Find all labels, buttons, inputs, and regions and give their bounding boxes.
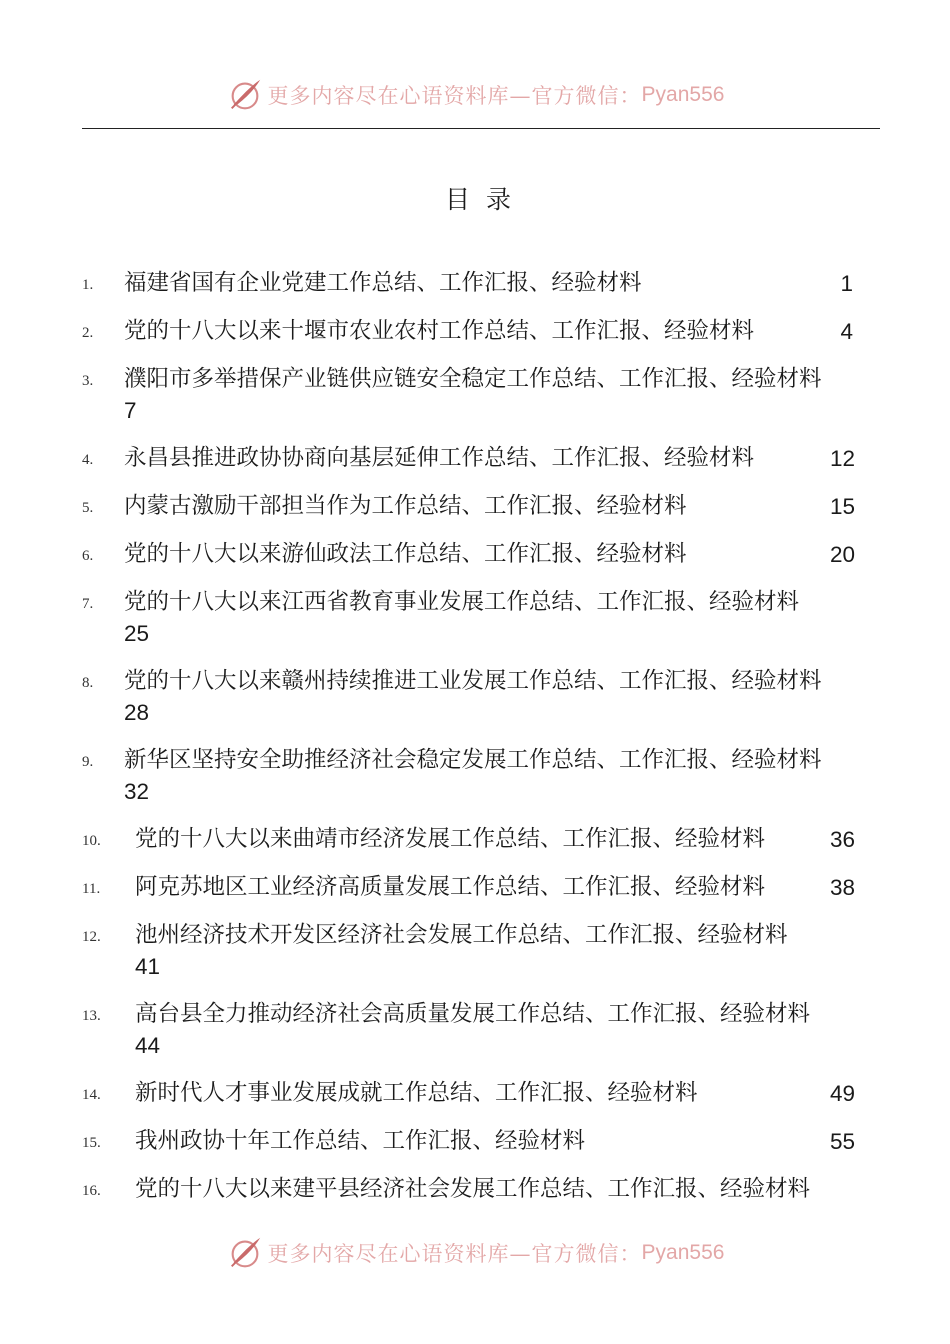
- toc-entry-title: 党的十八大以来建平县经济社会发展工作总结、工作汇报、经验材料: [135, 1176, 811, 1202]
- table-of-contents: [0, 268, 950, 1222]
- toc-entry-page-number: 4: [840, 319, 853, 344]
- toc-entry-page-number: 36: [829, 827, 855, 852]
- toc-entry-title: 福建省国有企业党建工作总结、工作汇报、经验材料: [124, 270, 642, 296]
- toc-entry-number: 1.: [82, 277, 94, 293]
- toc-entry[interactable]: [0, 316, 950, 347]
- toc-entry-title: 永昌县推进政协协商向基层延伸工作总结、工作汇报、经验材料: [124, 445, 755, 471]
- toc-entry-page-number: 25: [124, 621, 150, 646]
- toc-entry-number: 13.: [82, 1008, 101, 1024]
- toc-entry-number: 5.: [82, 500, 94, 516]
- toc-entry-page-number: 55: [829, 1129, 855, 1154]
- toc-entry-page-number: 32: [124, 779, 150, 804]
- toc-entry[interactable]: [0, 920, 950, 982]
- toc-entry-page-number: 49: [829, 1081, 855, 1106]
- watermark-wechat-id: Pyan556: [641, 83, 725, 106]
- toc-entry[interactable]: [0, 364, 950, 426]
- watermark-wechat-id: Pyan556: [641, 1241, 725, 1264]
- toc-entry-number: 7.: [82, 596, 94, 612]
- header-divider: [82, 128, 880, 129]
- toc-entry-page-number: 28: [124, 700, 150, 725]
- toc-entry-title: 党的十八大以来十堰市农业农村工作总结、工作汇报、经验材料: [124, 318, 755, 344]
- page-title: 目 录: [445, 185, 515, 214]
- toc-entry-number: 12.: [82, 929, 101, 945]
- toc-entry-title: 我州政协十年工作总结、工作汇报、经验材料: [135, 1128, 586, 1154]
- watermark-text: 更多内容尽在心语资料库—官方微信：: [267, 1242, 642, 1266]
- toc-entry-page-number: 15: [829, 494, 855, 519]
- toc-entry-number: 11.: [82, 881, 101, 897]
- toc-entry-title: 阿克苏地区工业经济高质量发展工作总结、工作汇报、经验材料: [135, 874, 766, 900]
- toc-entry-title: 池州经济技术开发区经济社会发展工作总结、工作汇报、经验材料: [135, 922, 788, 948]
- toc-entry-title: 新华区坚持安全助推经济社会稳定发展工作总结、工作汇报、经验材料: [124, 747, 822, 773]
- toc-entry-title: 党的十八大以来江西省教育事业发展工作总结、工作汇报、经验材料: [124, 589, 800, 615]
- toc-entry[interactable]: [0, 268, 950, 299]
- toc-entry-title: 新时代人才事业发展成就工作总结、工作汇报、经验材料: [135, 1080, 698, 1106]
- toc-entry-number: 4.: [82, 452, 94, 468]
- toc-entry[interactable]: [0, 872, 950, 903]
- toc-entry-page-number: 12: [829, 446, 855, 471]
- toc-entry[interactable]: [0, 666, 950, 728]
- toc-entry[interactable]: [0, 539, 950, 570]
- toc-entry-number: 3.: [82, 373, 94, 389]
- toc-entry[interactable]: [0, 491, 950, 522]
- toc-entry-title: 党的十八大以来曲靖市经济发展工作总结、工作汇报、经验材料: [135, 826, 766, 852]
- toc-entry[interactable]: [0, 1126, 950, 1157]
- toc-entry[interactable]: [0, 587, 950, 649]
- quill-logo-icon: [226, 1234, 264, 1272]
- toc-entry-page-number: 38: [829, 875, 855, 900]
- toc-entry-number: 2.: [82, 325, 94, 341]
- toc-entry-number: 14.: [82, 1087, 101, 1103]
- toc-entry-title: 党的十八大以来游仙政法工作总结、工作汇报、经验材料: [124, 541, 687, 567]
- toc-entry-title: 濮阳市多举措保产业链供应链安全稳定工作总结、工作汇报、经验材料: [124, 366, 822, 392]
- toc-entry-number: 9.: [82, 754, 94, 770]
- toc-entry[interactable]: [0, 999, 950, 1061]
- toc-entry-page-number: 20: [829, 542, 855, 567]
- toc-entry-title: 高台县全力推动经济社会高质量发展工作总结、工作汇报、经验材料: [135, 1001, 811, 1027]
- quill-logo-icon: [226, 76, 264, 114]
- header-watermark: [0, 70, 950, 120]
- toc-entry[interactable]: [0, 824, 950, 855]
- toc-entry-number: 16.: [82, 1183, 101, 1199]
- toc-entry[interactable]: [0, 1174, 950, 1205]
- toc-entry-page-number: 44: [135, 1033, 161, 1058]
- footer-watermark: [0, 1228, 950, 1278]
- toc-entry-number: 15.: [82, 1135, 101, 1151]
- toc-entry-title: 党的十八大以来赣州持续推进工业发展工作总结、工作汇报、经验材料: [124, 668, 822, 694]
- toc-entry-title: 内蒙古激励干部担当作为工作总结、工作汇报、经验材料: [124, 493, 687, 519]
- watermark-text: 更多内容尽在心语资料库—官方微信：: [267, 84, 642, 108]
- toc-entry-number: 8.: [82, 675, 94, 691]
- toc-entry[interactable]: [0, 1078, 950, 1109]
- toc-entry[interactable]: [0, 745, 950, 807]
- toc-entry[interactable]: [0, 443, 950, 474]
- toc-entry-page-number: 1: [840, 271, 853, 296]
- toc-entry-number: 6.: [82, 548, 94, 564]
- toc-entry-page-number: 41: [135, 954, 161, 979]
- toc-entry-page-number: 7: [124, 398, 137, 423]
- toc-entry-number: 10.: [82, 833, 101, 849]
